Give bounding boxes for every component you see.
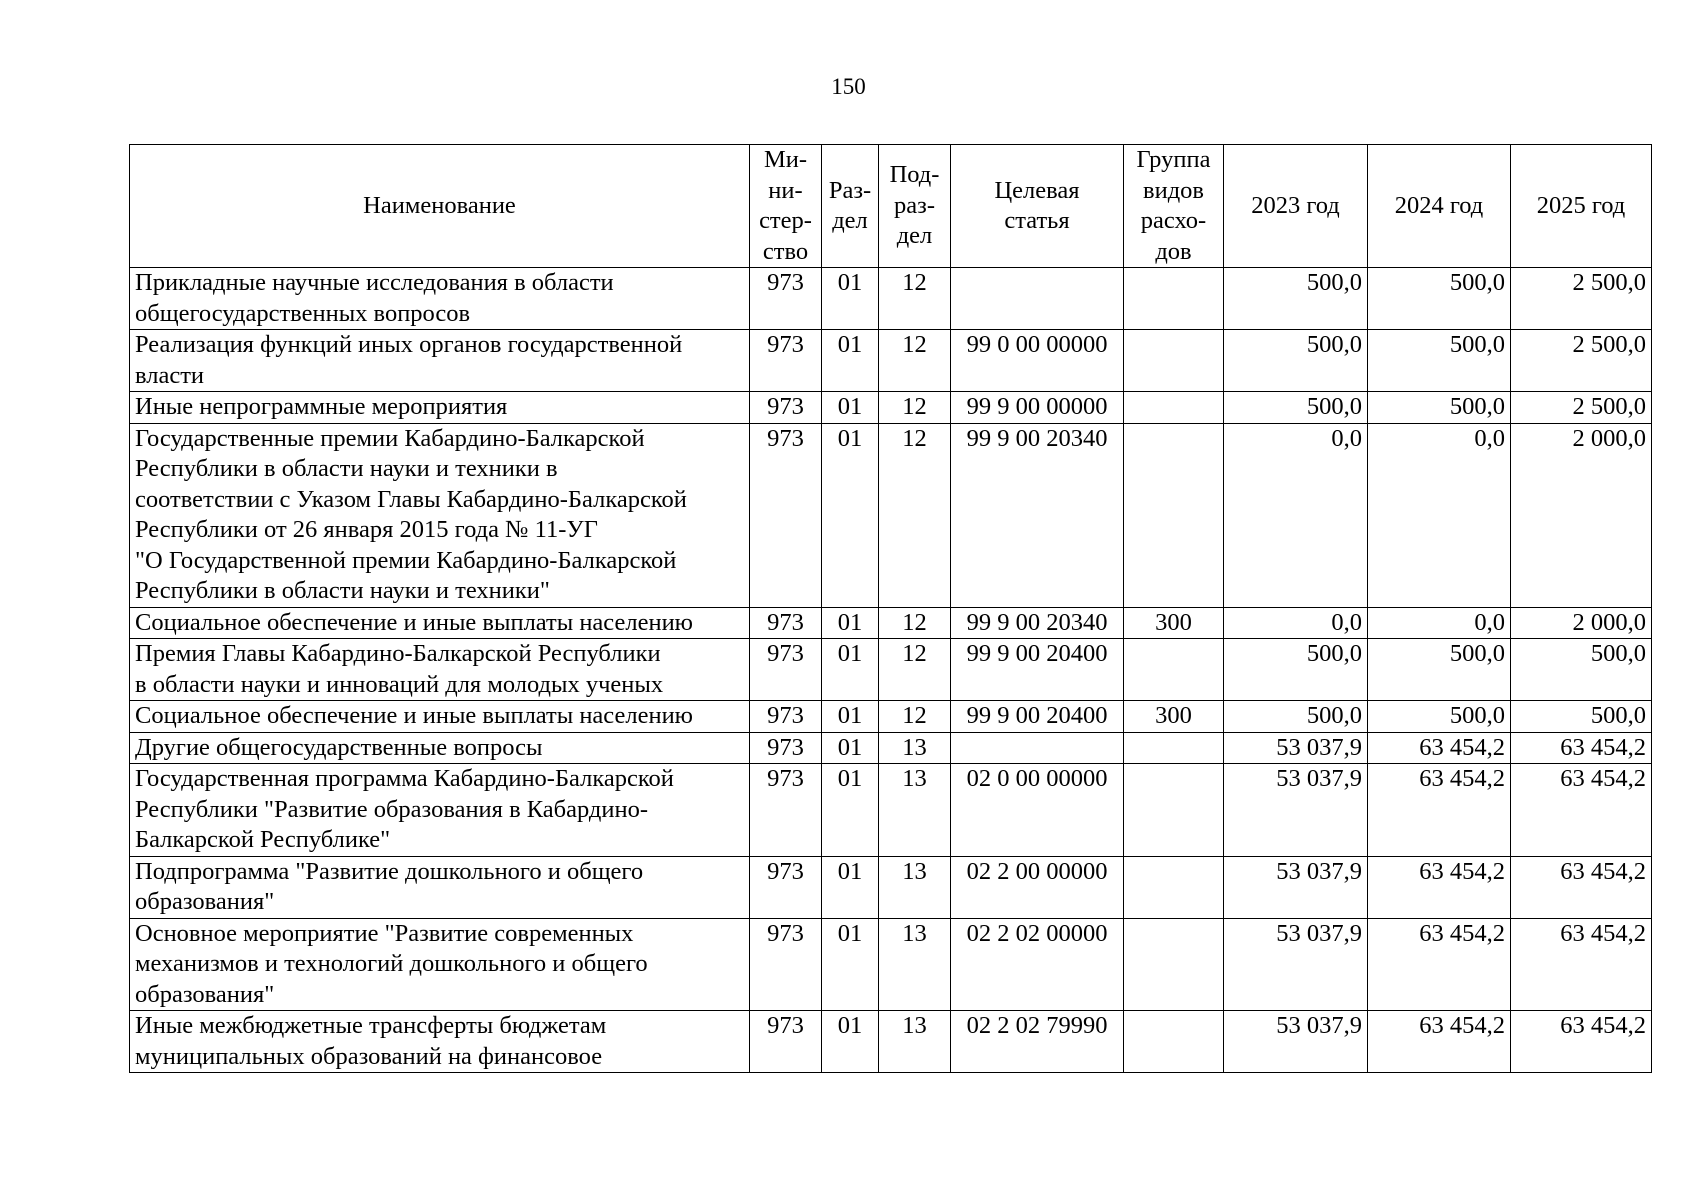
cell-name: Государственные премии Кабардино-Балкарской Республики в области науки и техники в соответствии с Указом Главы Кабардино-Балкарской Республики от 26 января 2015 года № 11-УГ "О Государственной премии Кабардино-Балкарской Республики в области науки и техники" xyxy=(130,423,750,607)
header-2024: 2024 год xyxy=(1368,145,1511,268)
table-row xyxy=(130,423,1652,607)
cell-subsection: 12 xyxy=(879,268,951,330)
cell-subsection: 12 xyxy=(879,330,951,392)
cell-target: 02 0 00 00000 xyxy=(951,764,1124,857)
cell-2025: 63 454,2 xyxy=(1511,764,1652,857)
cell-section: 01 xyxy=(822,856,879,918)
cell-2023: 500,0 xyxy=(1224,268,1368,330)
cell-group: 300 xyxy=(1124,607,1224,639)
cell-ministry: 973 xyxy=(750,764,822,857)
cell-ministry: 973 xyxy=(750,732,822,764)
table-body xyxy=(130,268,1652,1073)
table-row xyxy=(130,856,1652,918)
cell-target: 99 9 00 20400 xyxy=(951,701,1124,733)
cell-section: 01 xyxy=(822,330,879,392)
table-row xyxy=(130,607,1652,639)
cell-subsection: 13 xyxy=(879,732,951,764)
table-row xyxy=(130,764,1652,857)
cell-target: 99 9 00 00000 xyxy=(951,392,1124,424)
cell-group xyxy=(1124,423,1224,607)
cell-group xyxy=(1124,268,1224,330)
cell-2024: 0,0 xyxy=(1368,423,1511,607)
cell-subsection: 13 xyxy=(879,1011,951,1073)
header-name: Наименование xyxy=(130,145,750,268)
cell-section: 01 xyxy=(822,732,879,764)
cell-group xyxy=(1124,764,1224,857)
cell-subsection: 12 xyxy=(879,639,951,701)
cell-group xyxy=(1124,1011,1224,1073)
cell-2024: 63 454,2 xyxy=(1368,856,1511,918)
cell-2025: 2 500,0 xyxy=(1511,268,1652,330)
cell-2023: 500,0 xyxy=(1224,701,1368,733)
table-row xyxy=(130,918,1652,1011)
table-row xyxy=(130,1011,1652,1073)
header-target: Целевая статья xyxy=(951,145,1124,268)
cell-subsection: 12 xyxy=(879,607,951,639)
header-group: Группа видов расхо- дов xyxy=(1124,145,1224,268)
cell-section: 01 xyxy=(822,423,879,607)
cell-2023: 53 037,9 xyxy=(1224,1011,1368,1073)
cell-2024: 500,0 xyxy=(1368,639,1511,701)
cell-name: Подпрограмма "Развитие дошкольного и общего образования" xyxy=(130,856,750,918)
cell-2025: 63 454,2 xyxy=(1511,856,1652,918)
table-row xyxy=(130,330,1652,392)
cell-target xyxy=(951,732,1124,764)
cell-2024: 500,0 xyxy=(1368,701,1511,733)
budget-table xyxy=(129,144,1652,1073)
cell-2023: 53 037,9 xyxy=(1224,856,1368,918)
cell-target: 99 9 00 20340 xyxy=(951,423,1124,607)
cell-subsection: 13 xyxy=(879,764,951,857)
cell-2023: 500,0 xyxy=(1224,639,1368,701)
cell-name: Другие общегосударственные вопросы xyxy=(130,732,750,764)
cell-2023: 0,0 xyxy=(1224,423,1368,607)
cell-target: 02 2 00 00000 xyxy=(951,856,1124,918)
cell-ministry: 973 xyxy=(750,639,822,701)
cell-2024: 63 454,2 xyxy=(1368,918,1511,1011)
cell-group xyxy=(1124,856,1224,918)
cell-target: 99 9 00 20400 xyxy=(951,639,1124,701)
cell-target: 02 2 02 00000 xyxy=(951,918,1124,1011)
cell-2025: 500,0 xyxy=(1511,701,1652,733)
cell-section: 01 xyxy=(822,268,879,330)
cell-group xyxy=(1124,639,1224,701)
header-ministry: Ми- ни- стер- ство xyxy=(750,145,822,268)
cell-name: Государственная программа Кабардино-Балкарской Республики "Развитие образования в Кабардино- Балкарской Республике" xyxy=(130,764,750,857)
cell-section: 01 xyxy=(822,918,879,1011)
cell-2025: 2 000,0 xyxy=(1511,607,1652,639)
cell-2024: 63 454,2 xyxy=(1368,1011,1511,1073)
cell-ministry: 973 xyxy=(750,918,822,1011)
cell-2023: 0,0 xyxy=(1224,607,1368,639)
cell-ministry: 973 xyxy=(750,392,822,424)
cell-2025: 500,0 xyxy=(1511,639,1652,701)
cell-ministry: 973 xyxy=(750,701,822,733)
cell-section: 01 xyxy=(822,392,879,424)
cell-2024: 0,0 xyxy=(1368,607,1511,639)
cell-group xyxy=(1124,732,1224,764)
cell-ministry: 973 xyxy=(750,607,822,639)
cell-target: 99 0 00 00000 xyxy=(951,330,1124,392)
cell-2023: 500,0 xyxy=(1224,330,1368,392)
cell-name: Иные непрограммные мероприятия xyxy=(130,392,750,424)
cell-subsection: 13 xyxy=(879,856,951,918)
cell-2023: 53 037,9 xyxy=(1224,732,1368,764)
cell-name: Иные межбюджетные трансферты бюджетам муниципальных образований на финансовое xyxy=(130,1011,750,1073)
cell-name: Основное мероприятие "Развитие современных механизмов и технологий дошкольного и общего образования" xyxy=(130,918,750,1011)
table-row xyxy=(130,701,1652,733)
cell-2024: 500,0 xyxy=(1368,330,1511,392)
cell-section: 01 xyxy=(822,639,879,701)
cell-group xyxy=(1124,918,1224,1011)
cell-2023: 53 037,9 xyxy=(1224,764,1368,857)
cell-name: Социальное обеспечение и иные выплаты населению xyxy=(130,701,750,733)
cell-2024: 63 454,2 xyxy=(1368,764,1511,857)
cell-ministry: 973 xyxy=(750,423,822,607)
cell-2024: 500,0 xyxy=(1368,392,1511,424)
table-header-row xyxy=(130,145,1652,268)
cell-2025: 2 500,0 xyxy=(1511,330,1652,392)
cell-ministry: 973 xyxy=(750,268,822,330)
cell-2023: 500,0 xyxy=(1224,392,1368,424)
cell-name: Прикладные научные исследования в области общегосударственных вопросов xyxy=(130,268,750,330)
cell-group xyxy=(1124,330,1224,392)
cell-target: 02 2 02 79990 xyxy=(951,1011,1124,1073)
cell-2024: 63 454,2 xyxy=(1368,732,1511,764)
cell-2023: 53 037,9 xyxy=(1224,918,1368,1011)
cell-target: 99 9 00 20340 xyxy=(951,607,1124,639)
table-row xyxy=(130,639,1652,701)
header-2025: 2025 год xyxy=(1511,145,1652,268)
cell-2025: 2 000,0 xyxy=(1511,423,1652,607)
cell-group xyxy=(1124,392,1224,424)
cell-name: Премия Главы Кабардино-Балкарской Республики в области науки и инноваций для молодых ученых xyxy=(130,639,750,701)
cell-subsection: 13 xyxy=(879,918,951,1011)
cell-subsection: 12 xyxy=(879,423,951,607)
cell-target xyxy=(951,268,1124,330)
cell-2025: 63 454,2 xyxy=(1511,918,1652,1011)
cell-section: 01 xyxy=(822,607,879,639)
cell-section: 01 xyxy=(822,701,879,733)
header-2023: 2023 год xyxy=(1224,145,1368,268)
cell-subsection: 12 xyxy=(879,392,951,424)
cell-ministry: 973 xyxy=(750,856,822,918)
header-section: Раз- дел xyxy=(822,145,879,268)
cell-ministry: 973 xyxy=(750,330,822,392)
cell-section: 01 xyxy=(822,1011,879,1073)
cell-ministry: 973 xyxy=(750,1011,822,1073)
table-row xyxy=(130,268,1652,330)
cell-2025: 63 454,2 xyxy=(1511,1011,1652,1073)
cell-2024: 500,0 xyxy=(1368,268,1511,330)
cell-2025: 63 454,2 xyxy=(1511,732,1652,764)
cell-subsection: 12 xyxy=(879,701,951,733)
cell-name: Социальное обеспечение и иные выплаты населению xyxy=(130,607,750,639)
cell-section: 01 xyxy=(822,764,879,857)
header-subsection: Под- раз- дел xyxy=(879,145,951,268)
cell-name: Реализация функций иных органов государственной власти xyxy=(130,330,750,392)
table-row xyxy=(130,392,1652,424)
page-number: 150 xyxy=(831,74,866,99)
cell-group: 300 xyxy=(1124,701,1224,733)
cell-2025: 2 500,0 xyxy=(1511,392,1652,424)
table-row xyxy=(130,732,1652,764)
